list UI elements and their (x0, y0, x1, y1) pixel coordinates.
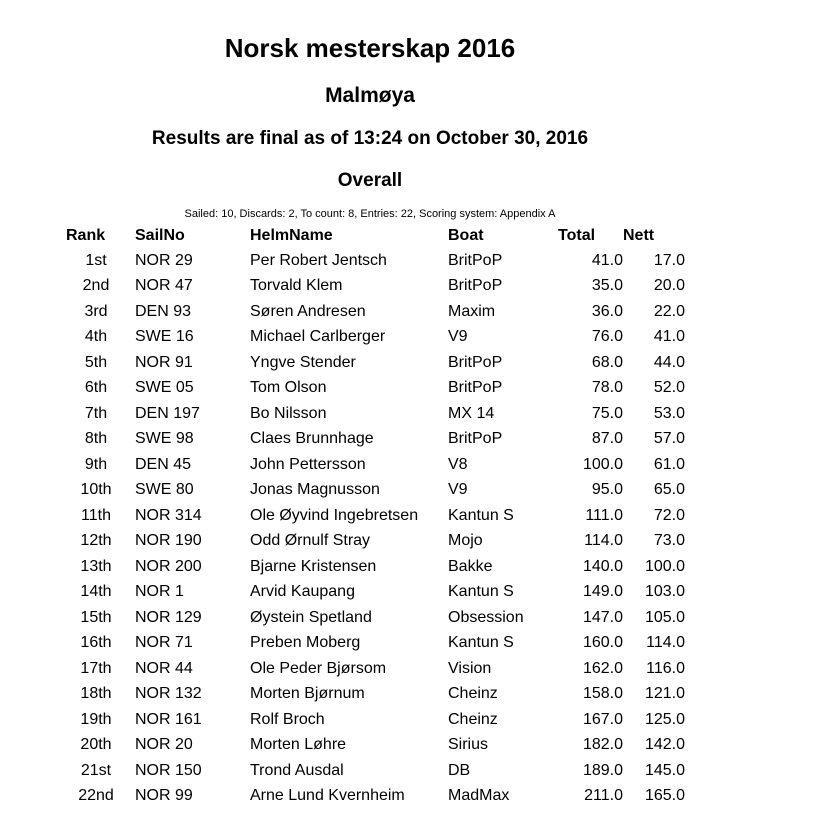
cell-total: 189.0 (582, 761, 623, 779)
cell-nett: 121.0 (644, 685, 685, 703)
cell-total: 114.0 (584, 532, 623, 550)
cell-total: 167.0 (582, 710, 623, 728)
column-header-helmname: HelmName (250, 227, 333, 244)
cell-boat: Mojo (448, 532, 483, 550)
cell-nett: 52.0 (653, 379, 685, 397)
cell-rank: 21st (80, 761, 112, 779)
cell-total: 162.0 (582, 659, 623, 677)
cell-boat: Cheinz (448, 710, 498, 728)
cell-nett: 165.0 (644, 787, 685, 805)
cell-helmname: Trond Ausdal (250, 761, 344, 779)
cell-sailno: DEN 197 (135, 404, 200, 422)
results-status: Results are final as of 13:24 on October 30, 2016 (151, 128, 589, 149)
table-row (66, 758, 685, 784)
table-row (66, 401, 685, 427)
cell-rank: 15th (80, 608, 112, 626)
cell-helmname: Claes Brunnhage (250, 430, 374, 448)
column-header-nett: Nett (623, 227, 655, 244)
cell-boat: MadMax (448, 787, 510, 805)
cell-rank: 12th (80, 532, 112, 550)
cell-sailno: NOR 200 (135, 557, 202, 575)
cell-boat: DB (448, 761, 471, 779)
cell-boat: Cheinz (448, 685, 498, 703)
cell-boat: MX 14 (448, 404, 495, 422)
cell-nett: 65.0 (653, 481, 685, 499)
table-row (66, 452, 685, 478)
cell-rank: 11th (81, 506, 111, 524)
cell-nett: 41.0 (653, 328, 685, 346)
cell-rank: 13th (80, 557, 112, 575)
cell-helmname: Tom Olson (250, 379, 327, 397)
cell-helmname: Rolf Broch (250, 710, 325, 728)
cell-sailno: NOR 29 (135, 251, 193, 269)
column-header-total: Total (558, 227, 596, 244)
cell-rank: 17th (80, 659, 112, 677)
cell-sailno: NOR 150 (135, 761, 202, 779)
section-heading: Overall (337, 170, 403, 191)
table-row (66, 784, 685, 810)
table-row (66, 529, 685, 555)
results-table (66, 224, 685, 809)
cell-helmname: Odd Ørnulf Stray (250, 532, 371, 550)
table-row (66, 427, 685, 453)
cell-total: 140.0 (582, 557, 623, 575)
cell-helmname: John Pettersson (250, 455, 366, 473)
cell-nett: 145.0 (644, 761, 685, 779)
table-row (66, 733, 685, 759)
cell-boat: Kantun S (448, 634, 514, 652)
table-header-row (66, 224, 685, 248)
cell-total: 75.0 (591, 404, 623, 422)
cell-total: 147.0 (582, 608, 623, 626)
cell-nett: 17.0 (653, 251, 685, 269)
cell-boat: BritPoP (448, 251, 503, 269)
cell-boat: Obsession (448, 608, 524, 626)
cell-helmname: Søren Andresen (250, 302, 366, 320)
cell-boat: Bakke (448, 557, 493, 575)
cell-sailno: DEN 93 (135, 302, 192, 320)
cell-rank: 18th (80, 685, 112, 703)
cell-sailno: SWE 05 (135, 379, 194, 397)
cell-nett: 125.0 (644, 710, 685, 728)
cell-rank: 19th (80, 710, 112, 728)
cell-helmname: Per Robert Jentsch (250, 251, 387, 269)
cell-rank: 5th (84, 353, 108, 371)
cell-nett: 20.0 (653, 277, 685, 295)
cell-rank: 1st (85, 251, 107, 269)
cell-rank: 10th (80, 481, 112, 499)
cell-boat: V9 (448, 328, 468, 346)
cell-total: 78.0 (591, 379, 623, 397)
cell-rank: 20th (80, 736, 112, 754)
table-row (66, 325, 685, 351)
cell-nett: 57.0 (653, 430, 685, 448)
cell-rank: 3rd (84, 302, 108, 320)
cell-helmname: Yngve Stender (250, 353, 356, 371)
cell-total: 149.0 (582, 583, 623, 601)
cell-boat: Maxim (448, 302, 496, 320)
cell-boat: BritPoP (448, 379, 503, 397)
cell-rank: 7th (84, 404, 108, 422)
cell-total: 87.0 (591, 430, 623, 448)
cell-sailno: NOR 44 (135, 659, 193, 677)
cell-helmname: Øystein Spetland (250, 608, 372, 626)
cell-sailno: NOR 91 (135, 353, 193, 371)
cell-sailno: DEN 45 (135, 455, 192, 473)
cell-nett: 105.0 (644, 608, 685, 626)
cell-rank: 2nd (82, 277, 110, 295)
column-header-rank: Rank (66, 227, 106, 244)
cell-boat: BritPoP (448, 430, 503, 448)
cell-total: 35.0 (591, 277, 623, 295)
cell-nett: 53.0 (653, 404, 685, 422)
cell-rank: 9th (84, 455, 108, 473)
cell-total: 111.0 (585, 506, 623, 524)
table-row (66, 707, 685, 733)
venue-subtitle: Malmøya (325, 84, 415, 107)
cell-nett: 73.0 (653, 532, 685, 550)
table-row (66, 631, 685, 657)
cell-total: 68.0 (591, 353, 623, 371)
cell-nett: 142.0 (644, 736, 685, 754)
cell-sailno: SWE 80 (135, 481, 194, 499)
cell-total: 158.0 (582, 685, 623, 703)
cell-helmname: Arvid Kaupang (250, 583, 355, 601)
cell-boat: V9 (448, 481, 468, 499)
cell-rank: 8th (84, 430, 108, 448)
cell-nett: 44.0 (653, 353, 685, 371)
cell-nett: 103.0 (644, 583, 685, 601)
cell-nett: 116.0 (646, 659, 685, 677)
table-row (66, 503, 685, 529)
cell-boat: BritPoP (448, 277, 503, 295)
cell-total: 95.0 (591, 481, 623, 499)
cell-total: 41.0 (591, 251, 623, 269)
cell-total: 160.0 (582, 634, 623, 652)
cell-boat: Kantun S (448, 506, 514, 524)
table-row (66, 478, 685, 504)
series-summary: Sailed: 10, Discards: 2, To count: 8, Entries: 22, Scoring system: Appendix A (184, 208, 556, 220)
cell-sailno: NOR 129 (135, 608, 202, 626)
cell-sailno: NOR 1 (135, 583, 184, 601)
cell-sailno: NOR 190 (135, 532, 202, 550)
table-row (66, 554, 685, 580)
table-row (66, 656, 685, 682)
table-row (66, 248, 685, 274)
cell-nett: 61.0 (653, 455, 685, 473)
cell-helmname: Morten Løhre (250, 736, 347, 754)
cell-sailno: SWE 16 (135, 328, 194, 346)
cell-total: 100.0 (582, 455, 623, 473)
cell-boat: Vision (448, 659, 492, 677)
cell-sailno: NOR 20 (135, 736, 193, 754)
table-row (66, 682, 685, 708)
column-header-boat: Boat (448, 227, 484, 244)
cell-rank: 22nd (78, 787, 114, 805)
cell-total: 182.0 (582, 736, 623, 754)
table-row (66, 299, 685, 325)
cell-total: 76.0 (591, 328, 623, 346)
cell-nett: 22.0 (653, 302, 685, 320)
cell-helmname: Bo Nilsson (250, 404, 327, 422)
table-row (66, 350, 685, 376)
cell-helmname: Preben Moberg (250, 634, 361, 652)
cell-sailno: NOR 314 (135, 506, 202, 524)
cell-nett: 100.0 (644, 557, 685, 575)
cell-helmname: Ole Øyvind Ingebretsen (250, 506, 419, 524)
cell-boat: BritPoP (448, 353, 503, 371)
column-header-sailno: SailNo (135, 227, 185, 244)
cell-helmname: Bjarne Kristensen (250, 557, 377, 575)
cell-boat: V8 (448, 455, 468, 473)
cell-sailno: SWE 98 (135, 430, 194, 448)
cell-sailno: NOR 71 (135, 634, 193, 652)
cell-rank: 14th (80, 583, 112, 601)
cell-helmname: Arne Lund Kvernheim (250, 787, 405, 805)
cell-nett: 72.0 (653, 506, 685, 524)
cell-helmname: Morten Bjørnum (250, 685, 365, 703)
cell-total: 211.0 (584, 787, 623, 805)
cell-sailno: NOR 99 (135, 787, 193, 805)
table-row (66, 376, 685, 402)
cell-helmname: Michael Carlberger (250, 328, 386, 346)
cell-boat: Sirius (448, 736, 489, 754)
cell-sailno: NOR 47 (135, 277, 193, 295)
cell-rank: 4th (84, 328, 108, 346)
cell-rank: 6th (84, 379, 108, 397)
cell-helmname: Ole Peder Bjørsom (250, 659, 387, 677)
cell-total: 36.0 (591, 302, 623, 320)
cell-sailno: NOR 161 (135, 710, 202, 728)
cell-boat: Kantun S (448, 583, 514, 601)
table-row (66, 274, 685, 300)
cell-helmname: Jonas Magnusson (250, 481, 380, 499)
table-row (66, 605, 685, 631)
page-title: Norsk mesterskap 2016 (224, 33, 516, 63)
results-body (66, 248, 685, 809)
cell-sailno: NOR 132 (135, 685, 202, 703)
cell-helmname: Torvald Klem (250, 277, 343, 295)
cell-nett: 114.0 (646, 634, 685, 652)
table-row (66, 580, 685, 606)
cell-rank: 16th (80, 634, 112, 652)
